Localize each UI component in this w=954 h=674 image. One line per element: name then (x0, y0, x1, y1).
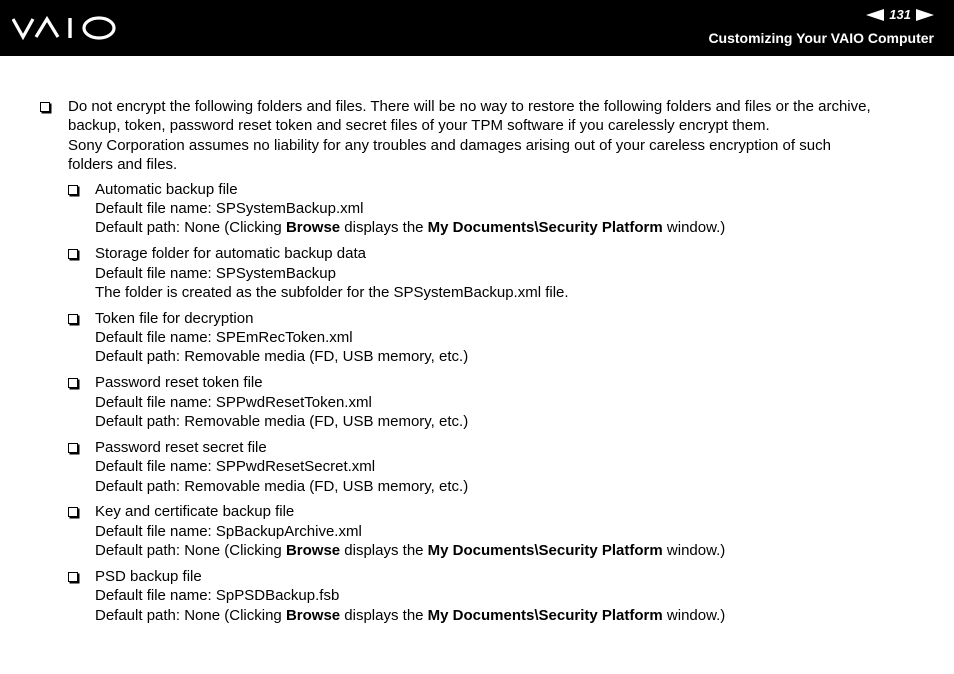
page-number: 131 (889, 7, 911, 22)
item-path: The folder is created as the subfolder for the SPSystemBackup.xml file. (95, 283, 569, 301)
item-path: Default path: None (Clicking Browse displays the My Documents\Security Platform window.) (95, 606, 726, 624)
item-file-name: Default file name: SpPSDBackup.fsb (95, 587, 340, 605)
item-file-name: Default file name: SPSystemBackup.xml (95, 200, 364, 218)
arrow-left-icon[interactable] (866, 9, 884, 21)
checkbox-bullet-icon (68, 249, 78, 259)
arrow-right-icon[interactable] (916, 9, 934, 21)
item-file-name: Default file name: SPSystemBackup (95, 264, 336, 282)
item-path: Default path: Removable media (FD, USB memory, etc.) (95, 348, 469, 366)
page-header (0, 0, 954, 56)
list-item (68, 180, 920, 238)
item-path: Default path: None (Clicking Browse displays the My Documents\Security Platform window.) (95, 219, 726, 237)
intro-line: backup, token, password reset token and secret files of your TPM software if you carelessly encrypt them. (68, 117, 770, 135)
item-title: PSD backup file (95, 567, 202, 585)
list-item (68, 567, 920, 625)
vaio-logo (12, 14, 120, 42)
checkbox-bullet-icon (68, 378, 78, 388)
main-list-item (40, 97, 920, 625)
item-path: Default path: Removable media (FD, USB memory, etc.) (95, 477, 469, 495)
item-title: Token file for decryption (95, 309, 254, 327)
item-title: Password reset token file (95, 374, 263, 392)
intro-line: folders and files. (68, 156, 178, 174)
list-item (68, 438, 920, 496)
item-path: Default path: None (Clicking Browse displays the My Documents\Security Platform window.) (95, 542, 726, 560)
checkbox-bullet-icon (68, 507, 78, 517)
checkbox-bullet-icon (68, 572, 78, 582)
item-title: Password reset secret file (95, 438, 267, 456)
checkbox-bullet-icon (68, 443, 78, 453)
item-file-name: Default file name: SPPwdResetSecret.xml (95, 458, 376, 476)
section-title: Customizing Your VAIO Computer (708, 30, 934, 46)
page-navigation (866, 7, 934, 23)
list-item (68, 309, 920, 367)
list-item (68, 244, 920, 302)
item-file-name: Default file name: SPPwdResetToken.xml (95, 393, 372, 411)
intro-line: Do not encrypt the following folders and files. There will be no way to restore the following folders and files or the archive, (68, 98, 871, 115)
list-item (68, 502, 920, 560)
item-file-name: Default file name: SpBackupArchive.xml (95, 522, 362, 540)
item-title: Storage folder for automatic backup data (95, 245, 366, 263)
item-title: Automatic backup file (95, 180, 238, 198)
list-item (68, 373, 920, 431)
checkbox-bullet-icon (68, 185, 78, 195)
item-file-name: Default file name: SPEmRecToken.xml (95, 329, 353, 347)
intro-line: Sony Corporation assumes no liability for any troubles and damages arising out of your careless encryption of such (68, 136, 831, 154)
item-path: Default path: Removable media (FD, USB memory, etc.) (95, 412, 469, 430)
item-title: Key and certificate backup file (95, 503, 295, 521)
file-list (68, 180, 920, 625)
document-body (40, 97, 920, 631)
checkbox-bullet-icon (68, 314, 78, 324)
checkbox-bullet-icon (40, 102, 50, 112)
